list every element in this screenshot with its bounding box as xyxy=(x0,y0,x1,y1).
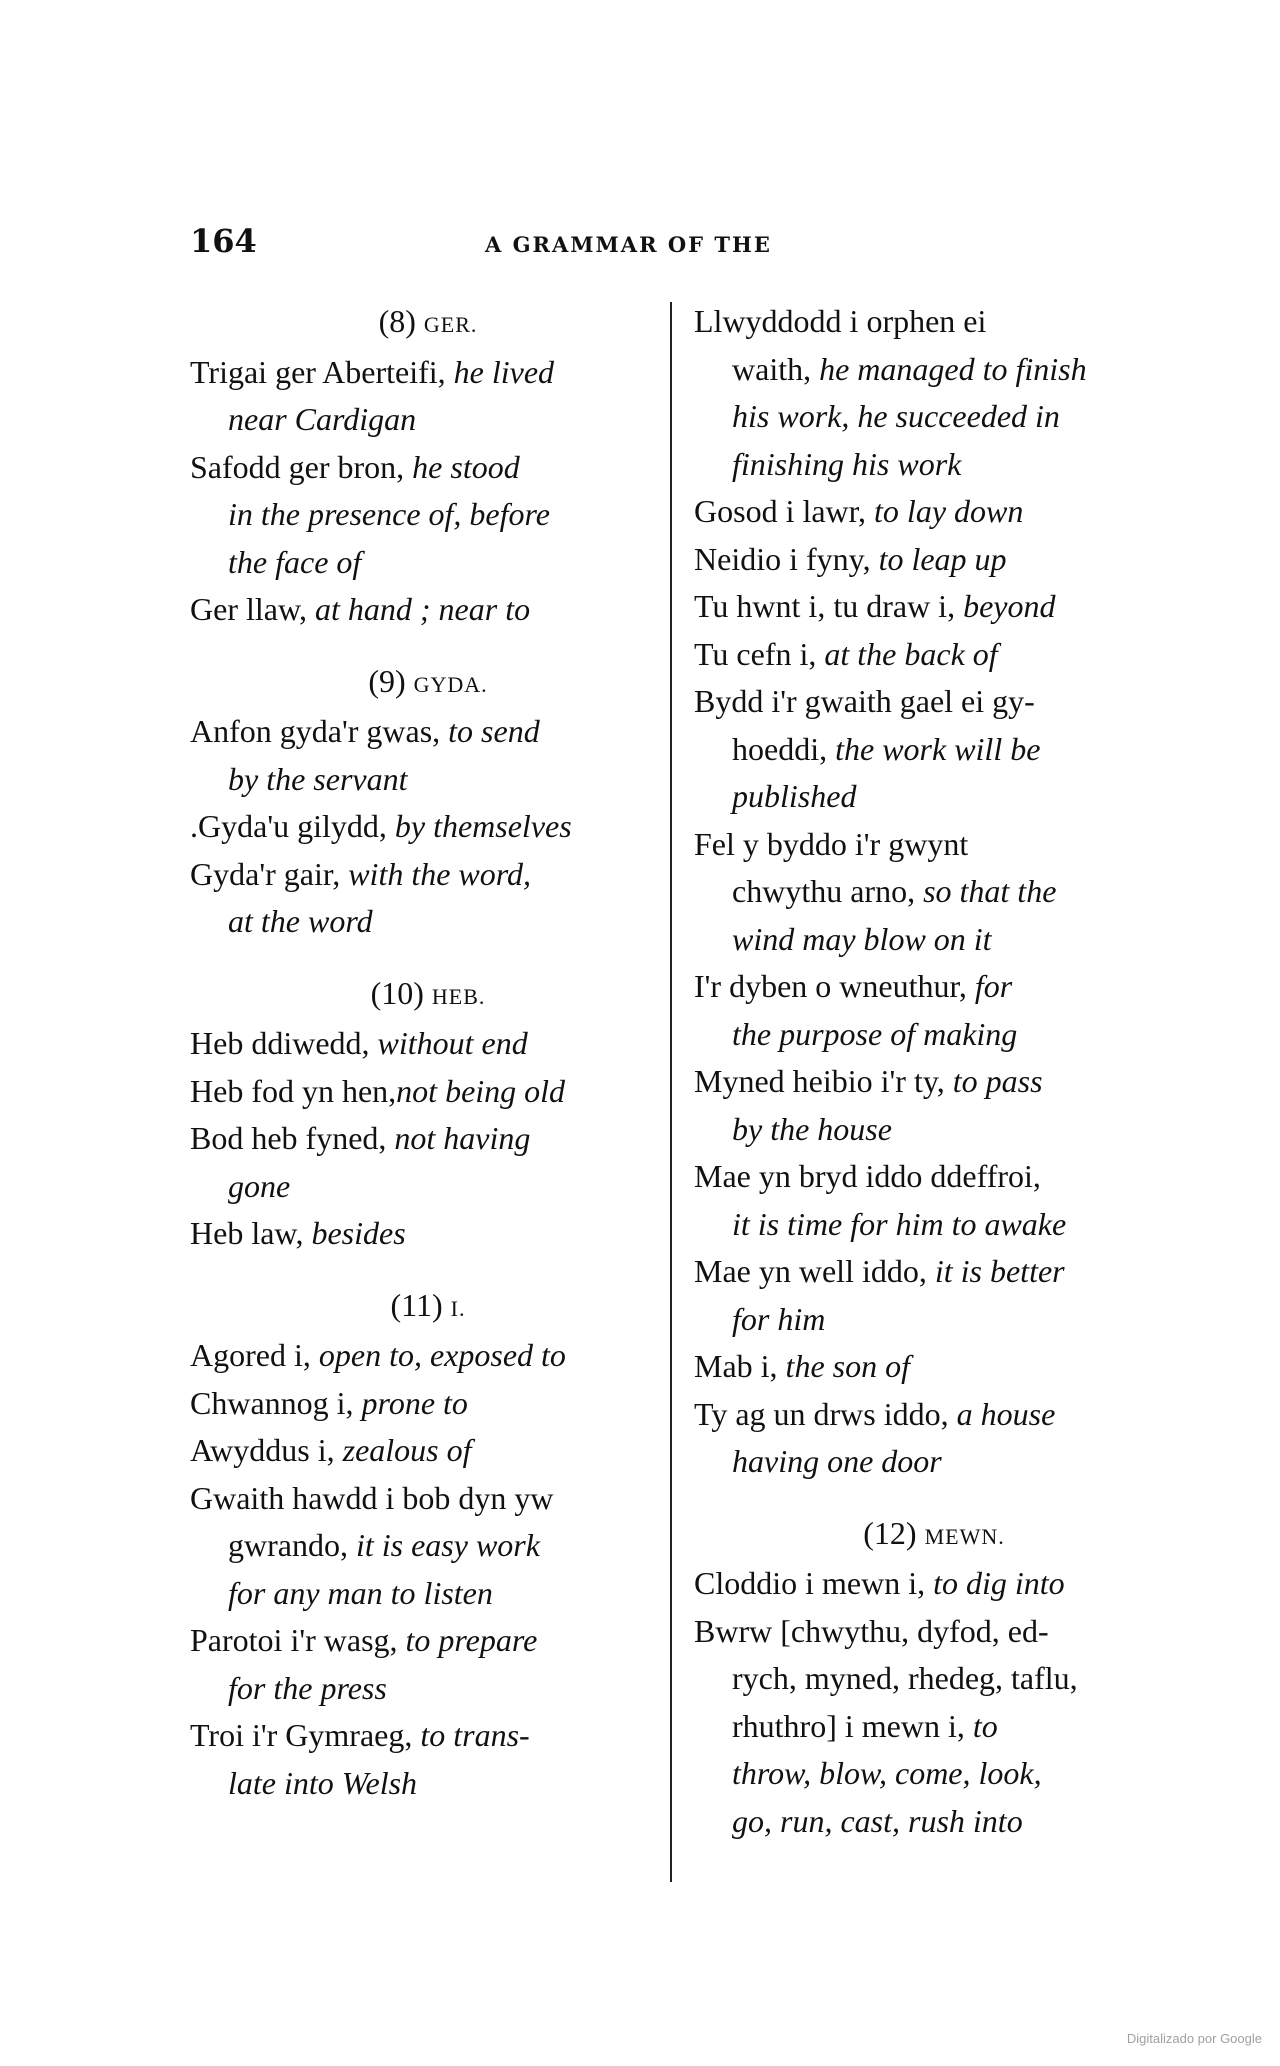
entry-line: for the press xyxy=(228,1669,387,1706)
entry-line: Safodd ger bron, he stood xyxy=(190,448,520,485)
entry-line: by the house xyxy=(732,1110,892,1147)
entry-line: published xyxy=(732,778,857,814)
entry-line: Anfon gyda'r gwas, to send xyxy=(190,713,540,749)
section-heading-ger: (8) GER. xyxy=(378,303,478,339)
entry-line: I'r dyben o wneuthur, for xyxy=(694,968,1013,1004)
section-heading-heb: (10) HEB. xyxy=(370,974,486,1011)
entry-line: Mae yn well iddo, it is better xyxy=(694,1253,1065,1289)
entry-line: Bydd i'r gwaith gael ei gy- xyxy=(694,683,1035,719)
entry-line: Tu cefn i, at the back of xyxy=(694,635,998,672)
entry-line: Fel y byddo i'r gwynt xyxy=(694,825,969,862)
entry-line: for him xyxy=(732,1300,826,1337)
entry-line: Bwrw [chwythu, dyfod, ed- xyxy=(694,1612,1049,1649)
entry-line: Gyda'r gair, with the word, xyxy=(190,855,532,892)
entry-line: it is time for him to awake xyxy=(732,1205,1067,1242)
entry-line: Ger llaw, at hand ; near to xyxy=(190,591,531,627)
entry-line: Heb ddiwedd, without end xyxy=(190,1025,528,1061)
entry-line: Heb fod yn hen,not being old xyxy=(190,1072,566,1109)
entry-line: Trigai ger Aberteifi, he lived xyxy=(190,353,555,390)
entry-line: his work, he succeeded in xyxy=(732,398,1060,434)
left-column xyxy=(190,298,656,1807)
entry-line: hoeddi, the work will be xyxy=(732,730,1041,767)
entry-line: Ty ag un drws iddo, a house xyxy=(694,1395,1056,1432)
page-number: 164 xyxy=(190,222,257,260)
entry-line: rhuthro] i mewn i, to xyxy=(732,1707,998,1744)
entry-line: Myned heibio i'r ty, to pass xyxy=(694,1063,1043,1099)
entry-line: by the servant xyxy=(228,760,408,797)
entry-line: late into Welsh xyxy=(228,1764,418,1801)
entry-line: Mab i, the son of xyxy=(694,1348,910,1384)
entry-line: Neidio i fyny, to leap up xyxy=(694,540,1007,577)
entry-line: rych, myned, rhedeg, taflu, xyxy=(732,1660,1078,1696)
entry-line: in the presence of, before xyxy=(228,496,550,532)
column-divider xyxy=(670,302,672,1882)
entry-line: Cloddio i mewn i, to dig into xyxy=(694,1565,1065,1601)
entry-line: at the word xyxy=(228,903,373,939)
watermark: Digitalizado por Google xyxy=(1126,2031,1262,2046)
entry-line: Parotoi i'r wasg, to prepare xyxy=(190,1622,538,1658)
entry-line: Mae yn bryd iddo ddeffroi, xyxy=(694,1158,1041,1194)
section-heading-gyda: (9) GYDA. xyxy=(368,662,488,699)
entry-line: chwythu arno, so that the xyxy=(732,873,1057,909)
entry-line: Heb law, besides xyxy=(190,1215,406,1251)
section-heading-mewn: (12) MEWN. xyxy=(863,1514,1005,1551)
entry-line: the face of xyxy=(228,543,362,580)
entry-line: gwrando, it is easy work xyxy=(228,1527,540,1563)
section-heading-i: (11) I. xyxy=(390,1286,466,1323)
entry-line: Tu hwnt i, tu draw i, beyond xyxy=(694,588,1056,624)
entry-line: Llwyddodd i orphen ei xyxy=(694,303,987,339)
entry-line: Gosod i lawr, to lay down xyxy=(694,493,1024,529)
entry-line: Awyddus i, zealous of xyxy=(190,1432,472,1468)
entry-line: Gwaith hawdd i bob dyn yw xyxy=(190,1479,554,1516)
right-column xyxy=(694,298,1164,1845)
entry-line: throw, blow, come, look, xyxy=(732,1755,1042,1791)
entry-line: Bod heb fyned, not having xyxy=(190,1120,531,1156)
entry-line: go, run, cast, rush into xyxy=(732,1802,1023,1839)
entry-line: Chwannog i, prone to xyxy=(190,1384,468,1421)
entry-line: wind may blow on it xyxy=(732,920,992,957)
entry-line: near Cardigan xyxy=(228,401,417,437)
entry-line: waith, he managed to finish xyxy=(732,350,1087,387)
entry-line: Agored i, open to, exposed to xyxy=(190,1337,566,1373)
entry-line: Troi i'r Gymraeg, to trans- xyxy=(190,1717,530,1753)
page-header xyxy=(190,222,850,262)
entry-line: .Gyda'u gilydd, by themselves xyxy=(190,808,572,844)
entry-line: for any man to listen xyxy=(228,1574,493,1611)
running-title: A GRAMMAR OF THE xyxy=(485,232,772,257)
entry-line: gone xyxy=(228,1167,291,1204)
entry-line: finishing his work xyxy=(732,445,962,482)
entry-line: the purpose of making xyxy=(732,1015,1018,1052)
entry-line: having one door xyxy=(732,1443,942,1479)
